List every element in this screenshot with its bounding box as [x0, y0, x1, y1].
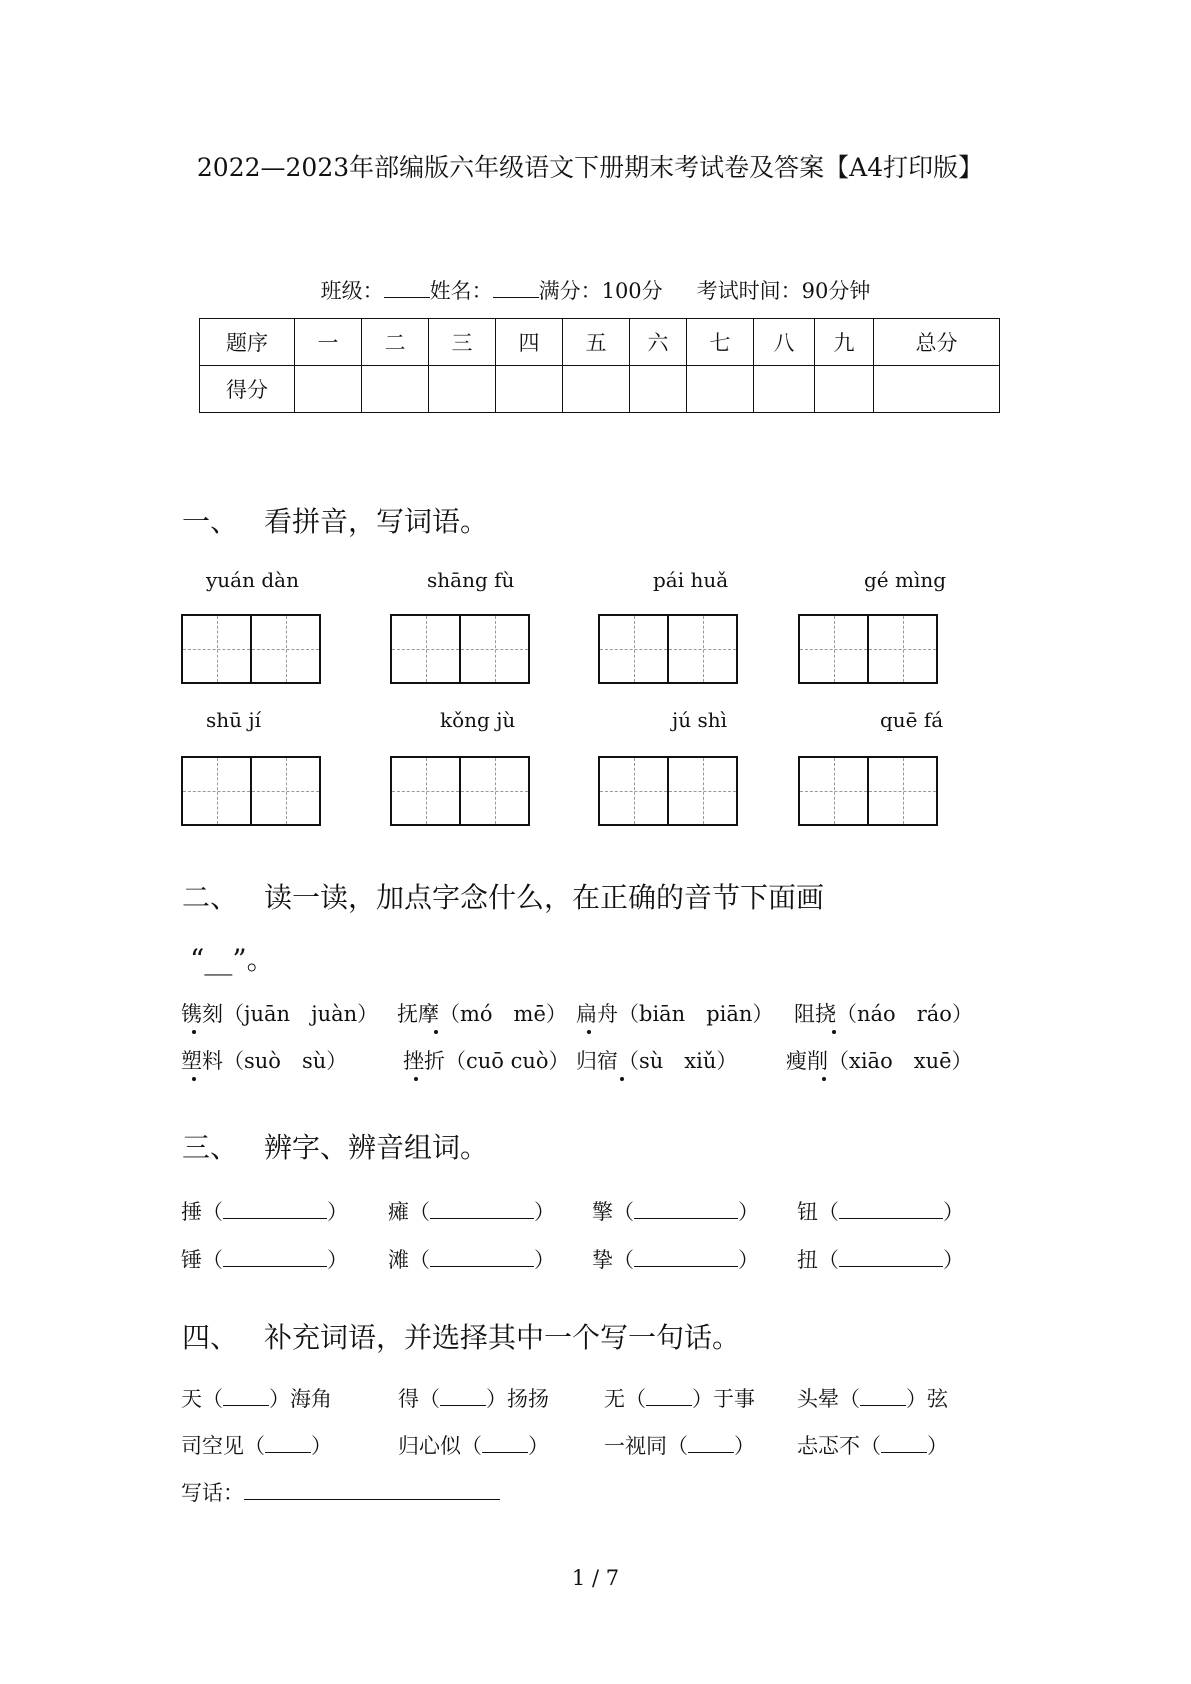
section-2-heading: 二、 读一读，加点字念什么，在正确的音节下面画	[182, 881, 825, 914]
idiom-blank[interactable]: 头晕（ ）弦	[797, 1387, 948, 1411]
table-cell: 七	[687, 319, 754, 366]
word-blank[interactable]: 挚（ ）	[592, 1248, 759, 1272]
word-blank[interactable]: 捶（ ）	[181, 1200, 348, 1224]
emphasis-dot	[434, 1030, 438, 1034]
score-cell[interactable]	[295, 366, 362, 413]
score-cell[interactable]	[496, 366, 563, 413]
name-blank[interactable]	[493, 279, 539, 298]
score-cell[interactable]	[687, 366, 754, 413]
score-table-row	[200, 366, 1000, 413]
pinyin-label: jú shì	[672, 708, 727, 732]
pinyin-choice[interactable]: 抚摩（mó mē）	[397, 1002, 567, 1026]
idiom-blank[interactable]: 天（ ）海角	[181, 1387, 332, 1411]
pinyin-label: shū jí	[206, 708, 261, 732]
idiom-blank[interactable]: 归心似（ ）	[398, 1434, 549, 1458]
score-cell[interactable]	[563, 366, 630, 413]
score-cell[interactable]	[362, 366, 429, 413]
idiom-blank[interactable]: 司空见（ ）	[181, 1434, 332, 1458]
score-cell[interactable]	[630, 366, 687, 413]
page-title: 2022—2023年部编版六年级语文下册期末考试卷及答案【A4打印版】	[196, 153, 984, 182]
table-cell: 六	[630, 319, 687, 366]
writing-grid[interactable]	[798, 756, 938, 826]
table-cell: 题序	[200, 319, 295, 366]
pinyin-choice[interactable]: 扁舟（biān piān）	[576, 1002, 774, 1026]
emphasis-dot	[192, 1077, 196, 1081]
table-cell: 得分	[200, 366, 295, 413]
exam-info	[0, 275, 1191, 305]
writing-grid[interactable]	[181, 614, 321, 684]
score-table-header	[200, 319, 1000, 366]
name-label: 姓名：	[429, 279, 493, 303]
idiom-blank[interactable]: 得（ ）扬扬	[398, 1387, 549, 1411]
word-blank[interactable]: 滩（ ）	[388, 1248, 555, 1272]
table-cell: 八	[754, 319, 815, 366]
section-2-heading-cont: “__”。	[190, 943, 275, 976]
pinyin-label: shāng fù	[427, 568, 515, 592]
table-cell: 总分	[874, 319, 1000, 366]
score-cell[interactable]	[754, 366, 815, 413]
section-4-heading: 四、 补充词语，并选择其中一个写一句话。	[182, 1321, 741, 1354]
emphasis-dot	[620, 1077, 624, 1081]
table-cell: 五	[563, 319, 630, 366]
word-blank[interactable]: 锤（ ）	[181, 1248, 348, 1272]
emphasis-dot	[414, 1077, 418, 1081]
section-1-heading: 一、 看拼音，写词语。	[182, 505, 489, 538]
score-cell[interactable]	[815, 366, 874, 413]
emphasis-dot	[832, 1030, 836, 1034]
page-number: 1 / 7	[571, 1566, 620, 1590]
table-cell: 四	[496, 319, 563, 366]
score-table	[199, 318, 1000, 413]
writing-grid[interactable]	[598, 756, 738, 826]
writing-grid[interactable]	[181, 756, 321, 826]
pinyin-label: gé mìng	[864, 568, 947, 592]
pinyin-label: kǒng jù	[440, 708, 516, 732]
word-blank[interactable]: 钮（ ）	[797, 1200, 964, 1224]
table-cell: 一	[295, 319, 362, 366]
exam-time: 考试时间：90分钟	[696, 279, 871, 303]
emphasis-dot	[822, 1077, 826, 1081]
table-cell: 三	[429, 319, 496, 366]
table-cell: 二	[362, 319, 429, 366]
pinyin-choice[interactable]: 塑料（suò sù）	[181, 1049, 348, 1073]
word-blank[interactable]: 擎（ ）	[592, 1200, 759, 1224]
idiom-blank[interactable]: 无（ ）于事	[604, 1387, 755, 1411]
score-cell[interactable]	[429, 366, 496, 413]
full-score: 满分：100分	[538, 279, 663, 303]
writing-grid[interactable]	[390, 756, 530, 826]
writing-grid[interactable]	[390, 614, 530, 684]
pinyin-choice[interactable]: 阻挠（náo ráo）	[794, 1002, 973, 1026]
class-blank[interactable]	[384, 279, 430, 298]
pinyin-choice[interactable]: 镌刻（juān juàn）	[181, 1002, 379, 1026]
write-sentence	[181, 1477, 500, 1507]
class-label: 班级：	[320, 279, 384, 303]
emphasis-dot	[587, 1030, 591, 1034]
pinyin-choice[interactable]: 挫折（cuō cuò）	[403, 1049, 570, 1073]
write-label: 写话：	[181, 1481, 244, 1505]
pinyin-label: quē fá	[880, 708, 944, 732]
pinyin-label: pái huǎ	[653, 568, 729, 592]
word-blank[interactable]: 瘫（ ）	[388, 1200, 555, 1224]
writing-grid[interactable]	[798, 614, 938, 684]
pinyin-choice[interactable]: 归宿（sù xiǔ）	[576, 1049, 738, 1073]
write-line[interactable]	[244, 1481, 500, 1500]
writing-grid[interactable]	[598, 614, 738, 684]
pinyin-label: yuán dàn	[206, 568, 299, 592]
pinyin-choice[interactable]: 瘦削（xiāo xuē）	[786, 1049, 973, 1073]
section-3-heading: 三、 辨字、辨音组词。	[182, 1131, 489, 1164]
word-blank[interactable]: 扭（ ）	[797, 1248, 964, 1272]
score-cell[interactable]	[874, 366, 1000, 413]
idiom-blank[interactable]: 一视同（ ）	[604, 1434, 755, 1458]
emphasis-dot	[192, 1030, 196, 1034]
table-cell: 九	[815, 319, 874, 366]
idiom-blank[interactable]: 忐忑不（ ）	[797, 1434, 948, 1458]
